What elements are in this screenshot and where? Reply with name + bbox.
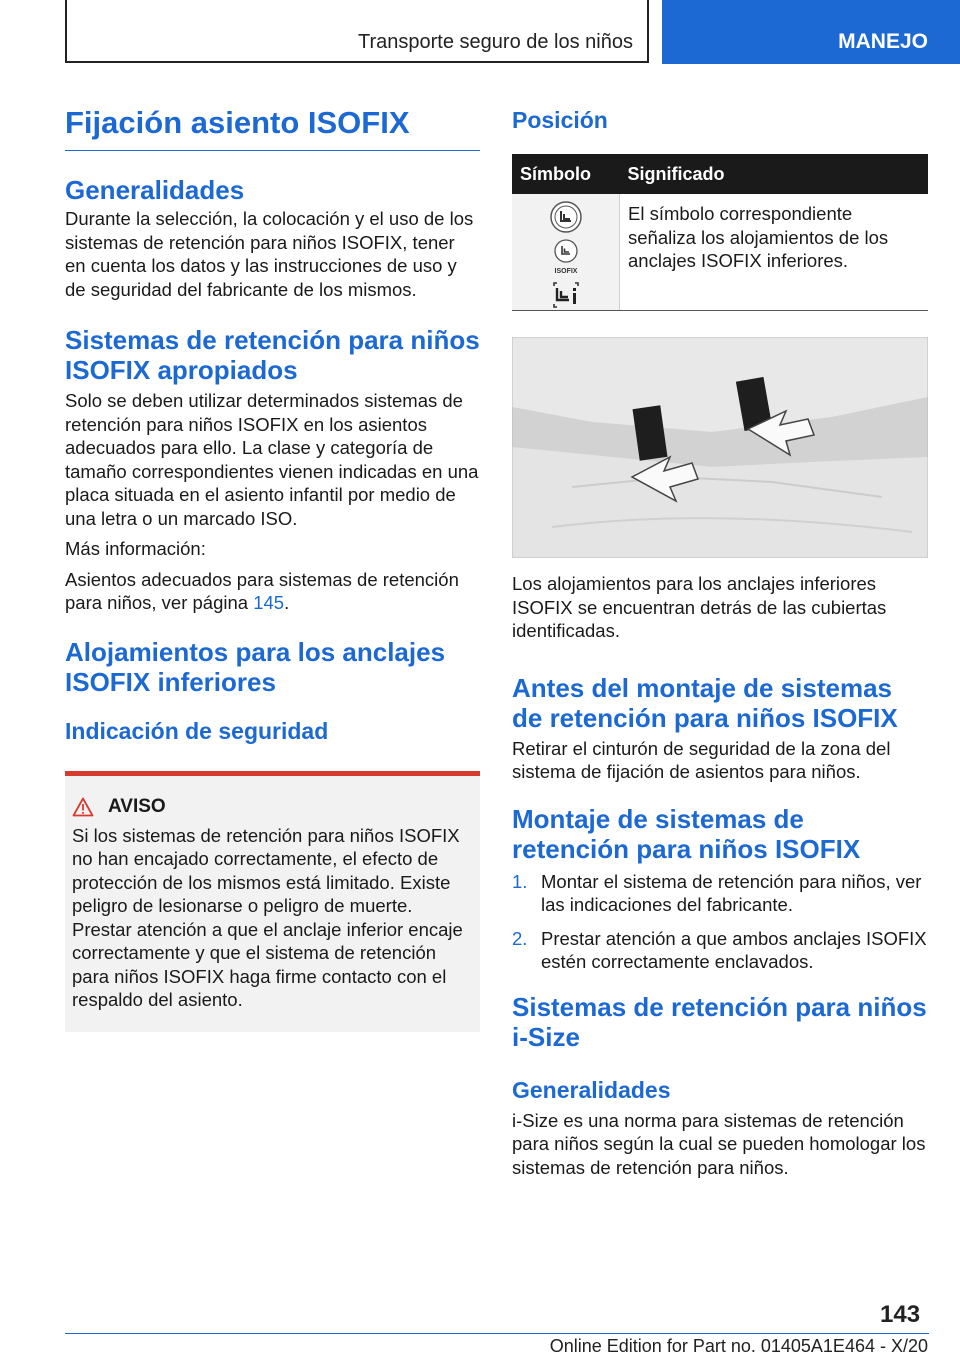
table-header-meaning: Significado bbox=[620, 154, 929, 194]
footer-divider bbox=[65, 1333, 929, 1334]
paragraph-general: Durante la selección, la colocación y el uso de los sistemas de retención para niños ISOFIX, tener en cuenta los datos y las instrucciones de uso y de seguridad del fabricante de los mismos. bbox=[65, 208, 474, 300]
heading-safety-note: Indicación de seguridad bbox=[65, 717, 329, 744]
isofix-label-icon bbox=[551, 238, 581, 276]
heading-isize: Sistemas de retención para niños i-Size bbox=[512, 991, 927, 1052]
left-column bbox=[65, 104, 480, 1032]
warning-title: AVISO bbox=[72, 796, 472, 818]
meaning-cell: El símbolo correspondiente señaliza los alojamientos de los anclajes ISOFIX inferiores. bbox=[620, 194, 929, 311]
heading-isize-general: Generalidades bbox=[512, 1076, 671, 1103]
warning-triangle-icon bbox=[72, 797, 94, 817]
heading-lower-anchors: Alojamientos para los anclajes ISOFIX inferiores bbox=[65, 636, 446, 697]
heading-mounting: Montaje de sistemas de retención para niños ISOFIX bbox=[512, 803, 861, 864]
paragraph-isize: i-Size es una norma para sistemas de retención para niños según la cual se pueden homologar los sistemas de retención para niños. bbox=[512, 1109, 926, 1178]
seat-anchor-photo bbox=[512, 337, 928, 558]
header-section-title: Transporte seguro de los niños bbox=[65, 0, 649, 63]
paragraph-before-mounting: Retirar el cinturón de seguridad de la zona del sistema de fijación de asientos para niños. bbox=[512, 737, 891, 782]
heading-suitable-systems: Sistemas de retención para niños ISOFIX apropiados bbox=[65, 325, 480, 385]
more-info-label: Más información: bbox=[65, 538, 206, 559]
list-item: 1. Montar el sistema de retención para niños, ver las indicaciones del fabricante. bbox=[512, 870, 922, 915]
symbol-cell bbox=[512, 194, 620, 311]
heading-position: Posición bbox=[512, 107, 608, 133]
isofix-info-icon bbox=[551, 280, 581, 310]
warning-box bbox=[65, 771, 480, 1032]
photo-caption: Los alojamientos para los anclajes inferiores ISOFIX se encuentran detrás de las cubiertas identificadas. bbox=[512, 573, 887, 641]
heading-general: Generalidades bbox=[65, 175, 245, 205]
heading-before-mounting: Antes del montaje de sistemas de retención para niños ISOFIX bbox=[512, 672, 898, 733]
paragraph-suitable-systems: Solo se deben utilizar determinados sistemas de retención para niños ISOFIX en los asientos adecuados para ello. La clase y categoría de tamaño correspondientes vienen indicadas en una placa situada en el asiento infantil por medio de una letra o un marcado ISO. bbox=[65, 390, 479, 529]
page-link[interactable]: 145 bbox=[253, 592, 285, 613]
mounting-steps bbox=[512, 870, 928, 974]
header-chapter-tab[interactable]: MANEJO bbox=[662, 0, 960, 64]
list-item: 2. Prestar atención a que ambos anclajes ISOFIX estén correctamente enclavados. bbox=[512, 927, 927, 972]
table-header-symbol: Símbolo bbox=[512, 154, 620, 194]
footer-edition: Online Edition for Part no. 01405A1E464 - X/20 bbox=[549, 1336, 928, 1356]
isofix-seat-icon bbox=[549, 200, 583, 234]
warning-text: Si los sistemas de retención para niños ISOFIX no han encajado correctamente, el efecto de protección de los mismos está limitado. Existe peligro de lesionarse o peligro de muerte. Prestar atención a que el anclaje inferior encaje correctamente y que el sistema de retención para niños ISOFIX haga firme contacto con el respaldo del asiento. bbox=[72, 824, 463, 1010]
symbol-table bbox=[512, 154, 928, 311]
right-column bbox=[512, 104, 928, 1179]
table-row bbox=[512, 194, 928, 311]
page-number: 143 bbox=[880, 1301, 921, 1328]
svg-text:ISOFIX: ISOFIX bbox=[554, 268, 577, 275]
page-title: Fijación asiento ISOFIX bbox=[65, 104, 480, 151]
more-info-paragraph: Asientos adecuados para sistemas de retención para niños, ver página 145. bbox=[65, 568, 459, 613]
